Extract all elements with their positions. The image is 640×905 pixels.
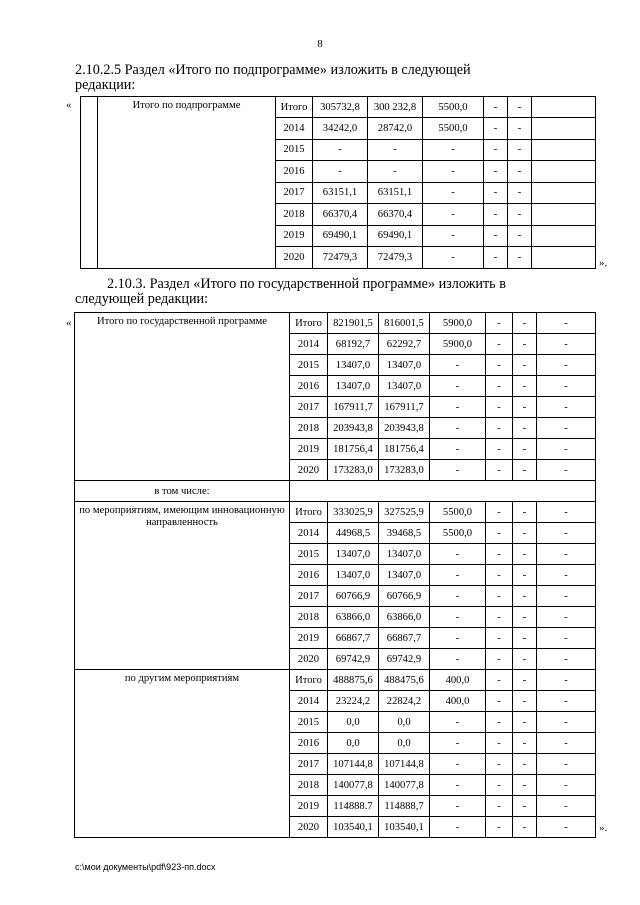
row-label: по мероприятиям, имеющим инновационную направленность — [75, 502, 290, 670]
close-quote: ». — [599, 257, 608, 269]
table-cell: 305732,8 — [313, 97, 368, 118]
table-cell: - — [486, 397, 513, 418]
table-cell: - — [513, 565, 537, 586]
table-cell: - — [513, 712, 537, 733]
table-cell: - — [508, 97, 532, 118]
table-cell: 63866,0 — [328, 607, 379, 628]
table-cell: - — [423, 247, 484, 269]
open-quote: « — [66, 317, 72, 329]
table-cell: 5900,0 — [430, 334, 486, 355]
empty-cell — [81, 97, 98, 269]
table-cell: - — [486, 712, 513, 733]
table-cell: - — [537, 712, 596, 733]
table-cell: - — [423, 204, 484, 226]
table-cell: - — [484, 182, 508, 204]
table-cell: 488475,6 — [379, 670, 430, 691]
table-cell: - — [513, 355, 537, 376]
table-cell: - — [513, 775, 537, 796]
table-cell: 2018 — [290, 775, 328, 796]
table-cell: 103540,1 — [328, 817, 379, 838]
table-cell: - — [513, 439, 537, 460]
table-cell: 400,0 — [430, 691, 486, 712]
empty-cell — [532, 118, 596, 140]
table-cell: - — [486, 460, 513, 481]
table-cell: 13407,0 — [328, 355, 379, 376]
table-cell: - — [486, 565, 513, 586]
empty-cell — [290, 481, 596, 502]
table-cell: 5900,0 — [430, 313, 486, 334]
paragraph-2-10-3 — [75, 277, 597, 307]
table-cell: 400,0 — [430, 670, 486, 691]
table-cell: 2016 — [290, 733, 328, 754]
table-cell: 69742,9 — [379, 649, 430, 670]
table-cell: 2019 — [276, 225, 313, 247]
table-cell: 2017 — [290, 754, 328, 775]
table-cell: 167911,7 — [379, 397, 430, 418]
table-cell: - — [513, 691, 537, 712]
table-cell: - — [508, 204, 532, 226]
table-cell: 114888,7 — [379, 796, 430, 817]
table-row — [75, 313, 596, 334]
table-cell: 2015 — [290, 355, 328, 376]
table-cell: 114888.7 — [328, 796, 379, 817]
table-cell: - — [537, 733, 596, 754]
table-cell: 488875,6 — [328, 670, 379, 691]
table-cell: 140077,8 — [379, 775, 430, 796]
table-cell: - — [508, 161, 532, 183]
row-label: Итого по государственной программе — [75, 313, 290, 481]
table-cell: - — [484, 97, 508, 118]
table-cell: - — [486, 733, 513, 754]
table-cell: - — [513, 523, 537, 544]
paragraph-2-10-2-5 — [75, 63, 597, 93]
table-cell: - — [537, 313, 596, 334]
table-cell: 2019 — [290, 439, 328, 460]
table-cell: 2017 — [276, 182, 313, 204]
paragraph-line: редакции: — [75, 77, 136, 93]
table-cell: 72479,3 — [313, 247, 368, 269]
table-cell: - — [513, 586, 537, 607]
table-row — [75, 502, 596, 523]
table-cell: 13407,0 — [379, 565, 430, 586]
table-cell: - — [368, 139, 423, 161]
table-cell: - — [513, 607, 537, 628]
table-cell: - — [486, 544, 513, 565]
table-cell: 333025,9 — [328, 502, 379, 523]
table-cell: 69742,9 — [328, 649, 379, 670]
table-cell: 181756,4 — [379, 439, 430, 460]
table-cell: 2018 — [290, 418, 328, 439]
table-cell: - — [513, 733, 537, 754]
table-cell: 203943,8 — [328, 418, 379, 439]
table-cell: 13407,0 — [328, 544, 379, 565]
table-cell: - — [537, 502, 596, 523]
paragraph-line: следующей редакции: — [75, 291, 209, 307]
table-subprogram-total — [80, 96, 596, 269]
table-cell: 13407,0 — [379, 355, 430, 376]
table-cell: - — [486, 313, 513, 334]
table-cell: 2018 — [276, 204, 313, 226]
table-cell: - — [513, 397, 537, 418]
table-cell: 2020 — [290, 817, 328, 838]
table-cell: 63151,1 — [313, 182, 368, 204]
table-cell: 23224,2 — [328, 691, 379, 712]
table-cell: - — [430, 712, 486, 733]
table-cell: 2014 — [290, 334, 328, 355]
table-cell: - — [486, 628, 513, 649]
table-cell: - — [486, 376, 513, 397]
table-cell: 13407,0 — [379, 376, 430, 397]
table-cell: - — [486, 817, 513, 838]
table-cell: 2014 — [290, 691, 328, 712]
table-cell: 167911,7 — [328, 397, 379, 418]
table-cell: 2016 — [290, 565, 328, 586]
table-cell: 203943,8 — [379, 418, 430, 439]
table-cell: - — [486, 775, 513, 796]
table-cell: 2019 — [290, 628, 328, 649]
table-cell: - — [513, 418, 537, 439]
table-cell: 69490,1 — [313, 225, 368, 247]
table-cell: - — [430, 460, 486, 481]
table-cell: 107144,8 — [328, 754, 379, 775]
table-cell: - — [486, 670, 513, 691]
table-cell: 44968,5 — [328, 523, 379, 544]
table-cell: - — [486, 355, 513, 376]
table-cell: Итого — [276, 97, 313, 118]
table-cell: - — [430, 418, 486, 439]
table-cell: - — [537, 775, 596, 796]
table-cell: Итого — [290, 502, 328, 523]
table-cell: 107144,8 — [379, 754, 430, 775]
table-cell: - — [486, 649, 513, 670]
table-cell: 34242,0 — [313, 118, 368, 140]
row-label: по другим мероприятиям — [75, 670, 290, 838]
table-cell: 22824,2 — [379, 691, 430, 712]
table-cell: 66370,4 — [313, 204, 368, 226]
table-cell: - — [537, 691, 596, 712]
table-cell: - — [513, 334, 537, 355]
table-cell: 66867,7 — [328, 628, 379, 649]
table-cell: - — [484, 225, 508, 247]
table-cell: 13407,0 — [328, 565, 379, 586]
table-cell: 2016 — [290, 376, 328, 397]
table-cell: - — [430, 355, 486, 376]
table-cell: 2017 — [290, 586, 328, 607]
table-cell: - — [486, 502, 513, 523]
table-cell: - — [313, 161, 368, 183]
table-cell: 2018 — [290, 607, 328, 628]
table-state-program-total — [74, 312, 596, 838]
table-cell: - — [430, 586, 486, 607]
table-cell: 2016 — [276, 161, 313, 183]
paragraph-line: 2.10.2.5 Раздел «Итого по подпрограмме» изложить в следующей — [75, 62, 471, 78]
table-cell: - — [537, 397, 596, 418]
table-cell: - — [430, 607, 486, 628]
table-cell: 66370,4 — [368, 204, 423, 226]
table-cell: - — [486, 586, 513, 607]
table-cell: 816001,5 — [379, 313, 430, 334]
table-cell: - — [513, 628, 537, 649]
table-cell: - — [513, 754, 537, 775]
table-cell: 68192,7 — [328, 334, 379, 355]
empty-cell — [532, 97, 596, 118]
table-cell: - — [484, 204, 508, 226]
table-cell: - — [508, 247, 532, 269]
table-cell: 140077,8 — [328, 775, 379, 796]
table-cell: 28742,0 — [368, 118, 423, 140]
table-cell: - — [486, 439, 513, 460]
table-cell: - — [430, 649, 486, 670]
table-cell: - — [430, 817, 486, 838]
table-cell: 103540,1 — [379, 817, 430, 838]
table-cell: 39468,5 — [379, 523, 430, 544]
table-cell: 327525,9 — [379, 502, 430, 523]
table-cell: - — [430, 775, 486, 796]
subsection-label: в том числе: — [75, 481, 290, 502]
table-cell: 5500,0 — [430, 502, 486, 523]
table-cell: 2015 — [290, 712, 328, 733]
close-quote: ». — [599, 822, 608, 834]
table-row — [75, 670, 596, 691]
table-cell: - — [486, 796, 513, 817]
table-cell: - — [486, 418, 513, 439]
table-cell: 69490,1 — [368, 225, 423, 247]
table-cell: 2020 — [290, 649, 328, 670]
table-cell: - — [537, 376, 596, 397]
table-cell: 2020 — [290, 460, 328, 481]
table-cell: - — [537, 439, 596, 460]
table-cell: - — [537, 628, 596, 649]
table-cell: - — [430, 544, 486, 565]
table-cell: - — [430, 439, 486, 460]
table-cell: 5500,0 — [430, 523, 486, 544]
table-cell: 0,0 — [379, 712, 430, 733]
table-cell: 0,0 — [328, 733, 379, 754]
table-cell: 72479,3 — [368, 247, 423, 269]
table-cell: 0,0 — [328, 712, 379, 733]
table-cell: - — [423, 225, 484, 247]
table-cell: - — [484, 139, 508, 161]
open-quote: « — [66, 99, 72, 111]
empty-cell — [532, 182, 596, 204]
table-cell: - — [486, 607, 513, 628]
table-cell: - — [537, 586, 596, 607]
table-cell: - — [537, 796, 596, 817]
table-cell: - — [508, 118, 532, 140]
table-cell: 60766,9 — [328, 586, 379, 607]
table-cell: - — [430, 376, 486, 397]
table-cell: 2020 — [276, 247, 313, 269]
table-cell: - — [313, 139, 368, 161]
empty-cell — [532, 139, 596, 161]
table-cell: - — [423, 182, 484, 204]
table-cell: - — [513, 796, 537, 817]
table-cell: Итого — [290, 313, 328, 334]
table-cell: 2014 — [276, 118, 313, 140]
table-cell: 62292,7 — [379, 334, 430, 355]
table-cell: - — [423, 161, 484, 183]
table-cell: Итого — [290, 670, 328, 691]
table-cell: - — [537, 334, 596, 355]
table-cell: - — [486, 691, 513, 712]
table-row — [81, 97, 596, 118]
table-cell: 173283,0 — [328, 460, 379, 481]
table-cell: 13407,0 — [379, 544, 430, 565]
table-cell: - — [484, 118, 508, 140]
table-cell: - — [537, 817, 596, 838]
table-cell: 63151,1 — [368, 182, 423, 204]
table-cell: - — [430, 754, 486, 775]
table-cell: - — [513, 376, 537, 397]
table-cell: - — [537, 565, 596, 586]
table-cell: - — [513, 670, 537, 691]
paragraph-line: 2.10.3. Раздел «Итого по государственной программе» изложить в — [107, 276, 506, 292]
table-cell: 2015 — [290, 544, 328, 565]
table-cell: 300 232,8 — [368, 97, 423, 118]
table-cell: - — [430, 565, 486, 586]
table-cell: 2014 — [290, 523, 328, 544]
table-cell: - — [513, 313, 537, 334]
table-cell: - — [486, 754, 513, 775]
table-cell: - — [508, 139, 532, 161]
table-cell: - — [430, 796, 486, 817]
file-path-footer: c:\мои документы\pdf\923-пп.docx — [75, 862, 216, 872]
table-cell: - — [513, 502, 537, 523]
table-cell: - — [513, 460, 537, 481]
table-cell: - — [537, 607, 596, 628]
table-cell: - — [423, 139, 484, 161]
table-cell: 181756,4 — [328, 439, 379, 460]
table-cell: - — [486, 523, 513, 544]
table-cell: - — [513, 649, 537, 670]
table-cell: - — [430, 628, 486, 649]
table-cell: 2019 — [290, 796, 328, 817]
table-cell: 13407,0 — [328, 376, 379, 397]
empty-cell — [532, 161, 596, 183]
table-cell: - — [537, 649, 596, 670]
table-cell: - — [508, 225, 532, 247]
table-cell: 2015 — [276, 139, 313, 161]
table-cell: - — [484, 161, 508, 183]
table-cell: 63866,0 — [379, 607, 430, 628]
table-cell: - — [537, 355, 596, 376]
table-cell: - — [537, 460, 596, 481]
table-cell: - — [537, 418, 596, 439]
table-cell: 66867,7 — [379, 628, 430, 649]
table-cell: - — [537, 754, 596, 775]
table-cell: 821901,5 — [328, 313, 379, 334]
table-cell: - — [486, 334, 513, 355]
page-number: 8 — [317, 38, 323, 50]
empty-cell — [532, 247, 596, 269]
table-cell: - — [537, 670, 596, 691]
table-cell: 0,0 — [379, 733, 430, 754]
table-cell: - — [537, 544, 596, 565]
table-cell: - — [430, 733, 486, 754]
table-cell: - — [508, 182, 532, 204]
empty-cell — [532, 204, 596, 226]
table-cell: 5500,0 — [423, 97, 484, 118]
table-cell: 173283,0 — [379, 460, 430, 481]
table-cell: 2017 — [290, 397, 328, 418]
table-cell: - — [513, 817, 537, 838]
row-label: Итого по подпрограмме — [98, 97, 276, 269]
empty-cell — [532, 225, 596, 247]
table-cell: - — [484, 247, 508, 269]
table-cell: - — [430, 397, 486, 418]
table-cell: - — [537, 523, 596, 544]
table-cell: - — [368, 161, 423, 183]
table-row — [75, 481, 596, 502]
table-cell: 5500,0 — [423, 118, 484, 140]
table-cell: - — [513, 544, 537, 565]
table-cell: 60766,9 — [379, 586, 430, 607]
